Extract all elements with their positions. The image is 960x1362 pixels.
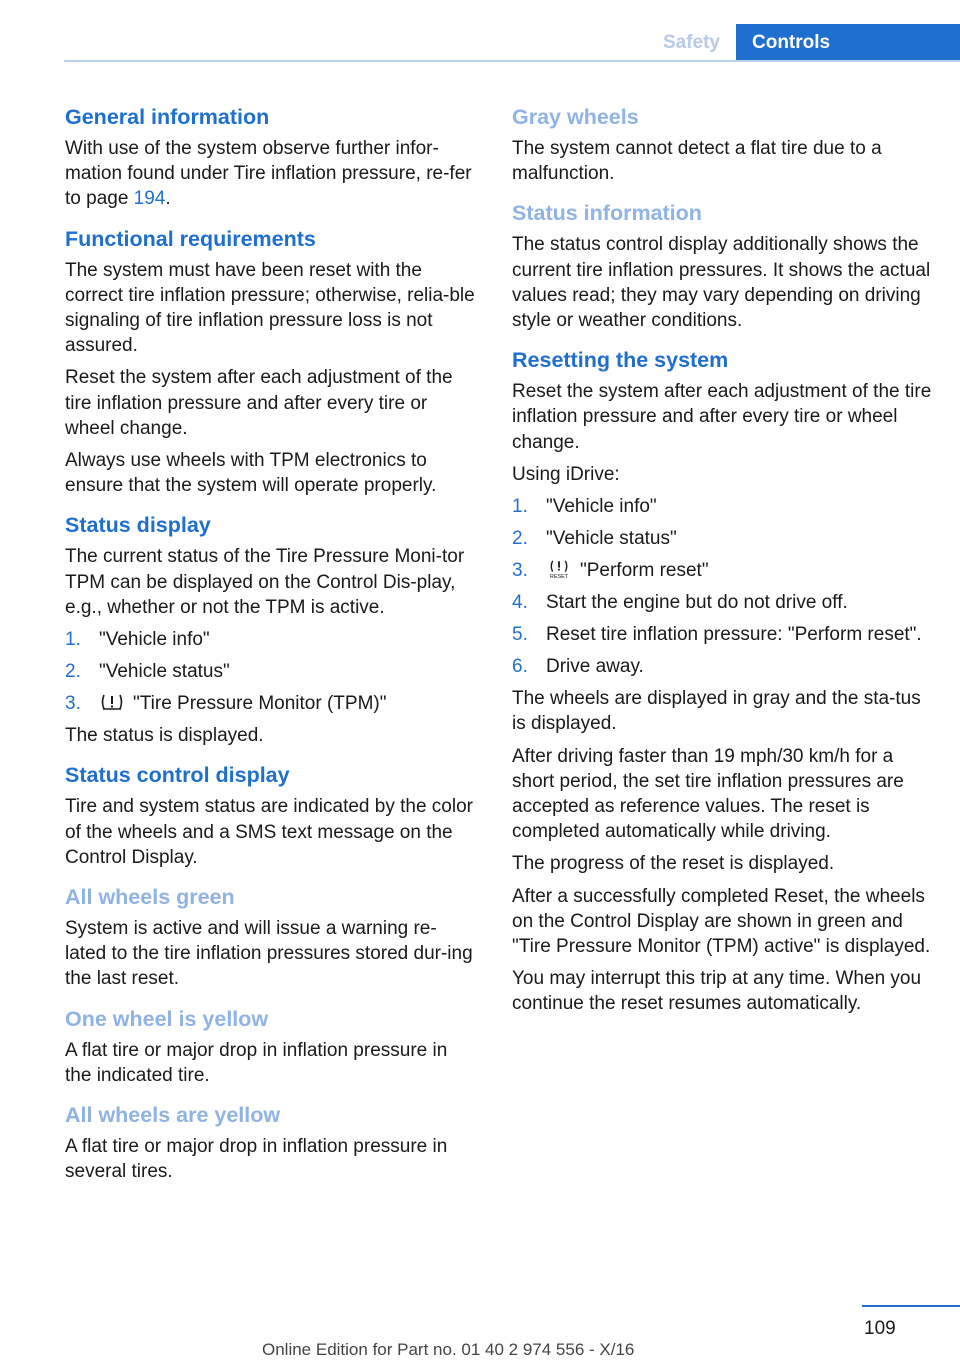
status-displayed-text: The status is displayed.	[65, 725, 264, 747]
list-item	[512, 494, 932, 519]
page-194-link[interactable]: 194	[133, 188, 166, 210]
tire-pressure-warning-icon	[99, 692, 125, 712]
step-label: "Perform reset"	[580, 560, 709, 582]
one-wheel-yellow-heading: One wheel is yellow	[65, 1006, 269, 1031]
page-number: 109	[864, 1318, 896, 1339]
resetting-the-system-heading: Resetting the system	[512, 348, 729, 373]
list-item	[65, 659, 475, 684]
step-number: 6.	[512, 656, 528, 678]
general-information-text-a: With use of the system observe further infor-mation found under Tire inflation pressure, re-fer to page	[65, 138, 472, 210]
status-control-display-text: Tire and system status are indicated by the color of the wheels and a SMS text message on the Control Display.	[65, 796, 473, 868]
step-number: 4.	[512, 592, 528, 614]
all-wheels-yellow-heading: All wheels are yellow	[65, 1103, 281, 1128]
step-text: "Vehicle info"	[99, 629, 210, 651]
step-text: Start the engine but do not drive off.	[546, 592, 848, 614]
step-number: 5.	[512, 624, 528, 646]
step-text-with-icon	[546, 558, 932, 583]
list-item	[512, 558, 932, 583]
resetting-text-5: The progress of the reset is displayed.	[512, 853, 835, 875]
all-wheels-yellow-text: A flat tire or major drop in inflation pressure in several tires.	[65, 1136, 448, 1183]
tire-pressure-reset-icon	[546, 559, 572, 579]
step-text: "Vehicle status"	[99, 661, 230, 683]
step-number: 2.	[65, 661, 81, 683]
step-label: "Tire Pressure Monitor (TPM)"	[133, 693, 387, 715]
resetting-text-7: You may interrupt this trip at any time. When you continue the reset resumes automatically.	[512, 968, 922, 1015]
general-information-text-b: .	[165, 188, 171, 210]
resetting-text-1: Reset the system after each adjustment of the tire inflation pressure and after every tire or wheel change.	[512, 381, 932, 453]
status-control-display-heading: Status control display	[65, 763, 290, 788]
step-number: 3.	[512, 560, 528, 582]
status-display-heading: Status display	[65, 513, 211, 538]
resetting-text-4: After driving faster than 19 mph/30 km/h for a short period, the set tire inflation pressures are accepted as reference values. The reset is completed automatically while driving.	[512, 745, 904, 843]
step-text: Reset tire inflation pressure: "Perform reset".	[546, 624, 922, 646]
tab-safety[interactable]: Safety	[647, 24, 736, 61]
general-information-heading: General information	[65, 105, 270, 129]
reset-steps	[512, 494, 932, 679]
status-display-steps	[65, 627, 475, 716]
status-information-text: The status control display additionally shows the current tire inflation pressures. It shows the actual values read; they may vary depending on driving style or weather conditions.	[512, 234, 931, 332]
list-item	[512, 590, 932, 615]
gray-wheels-text: The system cannot detect a flat tire due to a malfunction.	[512, 138, 882, 185]
using-idrive-text: Using iDrive:	[512, 463, 620, 485]
left-column	[65, 100, 475, 1191]
step-number: 2.	[512, 528, 528, 550]
edition-text: Online Edition for Part no. 01 40 2 974 556 - X/16	[262, 1340, 635, 1359]
functional-requirements-heading: Functional requirements	[65, 226, 316, 251]
all-wheels-green-text: System is active and will issue a warning re-lated to the tire inflation pressures stored dur-ing the last reset.	[65, 918, 473, 990]
status-information-heading: Status information	[512, 201, 702, 226]
step-text: "Vehicle status"	[546, 528, 677, 550]
right-column	[512, 100, 932, 1024]
list-item	[65, 627, 475, 652]
tab-controls[interactable]: Controls	[736, 24, 960, 61]
status-display-text: The current status of the Tire Pressure Moni-tor TPM can be displayed on the Control Dis-play, e.g., whether or not the TPM is active.	[65, 546, 465, 618]
step-text: Drive away.	[546, 656, 644, 678]
reset-icon-label: RESET	[549, 574, 569, 580]
general-information-text	[65, 136, 475, 212]
all-wheels-green-heading: All wheels green	[65, 885, 235, 910]
functional-requirements-text-3: Always use wheels with TPM electronics to ensure that the system will operate properly.	[65, 450, 437, 497]
step-text-with-icon	[99, 691, 475, 716]
gray-wheels-heading: Gray wheels	[512, 105, 639, 129]
list-item	[512, 654, 932, 679]
list-item	[65, 691, 475, 716]
step-text: "Vehicle info"	[546, 496, 657, 518]
page-header	[647, 24, 960, 61]
step-number: 1.	[65, 629, 81, 651]
functional-requirements-text-2: Reset the system after each adjustment of the tire inflation pressure and after every tire or wheel change.	[65, 367, 453, 439]
list-item	[512, 526, 932, 551]
functional-requirements-text-1: The system must have been reset with the correct tire inflation pressure; otherwise, relia-ble signaling of tire inflation pressure loss is not assured.	[65, 259, 475, 357]
header-divider	[64, 60, 960, 62]
resetting-text-6: After a successfully completed Reset, the wheels on the Control Display are shown in green and "Tire Pressure Monitor (TPM) active" is displayed.	[512, 885, 931, 958]
resetting-text-3: The wheels are displayed in gray and the sta-tus is displayed.	[512, 688, 921, 735]
step-number: 3.	[65, 693, 81, 715]
one-wheel-yellow-text: A flat tire or major drop in inflation pressure in the indicated tire.	[65, 1039, 448, 1086]
list-item	[512, 622, 932, 647]
step-number: 1.	[512, 496, 528, 518]
footer-divider	[862, 1305, 960, 1307]
